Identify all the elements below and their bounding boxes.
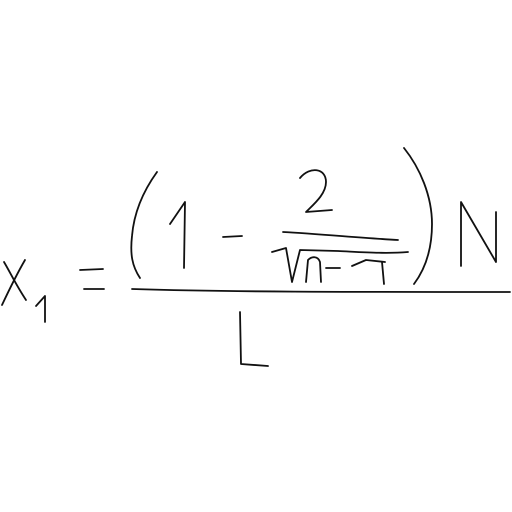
numeral-one [170,202,185,268]
lhs-subscript-1 [36,296,45,322]
inner-numerator-2 [300,170,332,212]
denominator-L [240,312,268,366]
open-paren [131,172,157,278]
lhs-variable-x [2,260,26,305]
minus-sign [223,236,242,237]
close-paren [404,148,432,284]
radicand-n-minus-1 [306,257,385,284]
main-fraction-bar [132,289,510,292]
sqrt-sign [272,248,408,282]
inner-fraction-bar [283,232,398,240]
factor-N [461,202,496,266]
equals-sign [80,269,104,289]
